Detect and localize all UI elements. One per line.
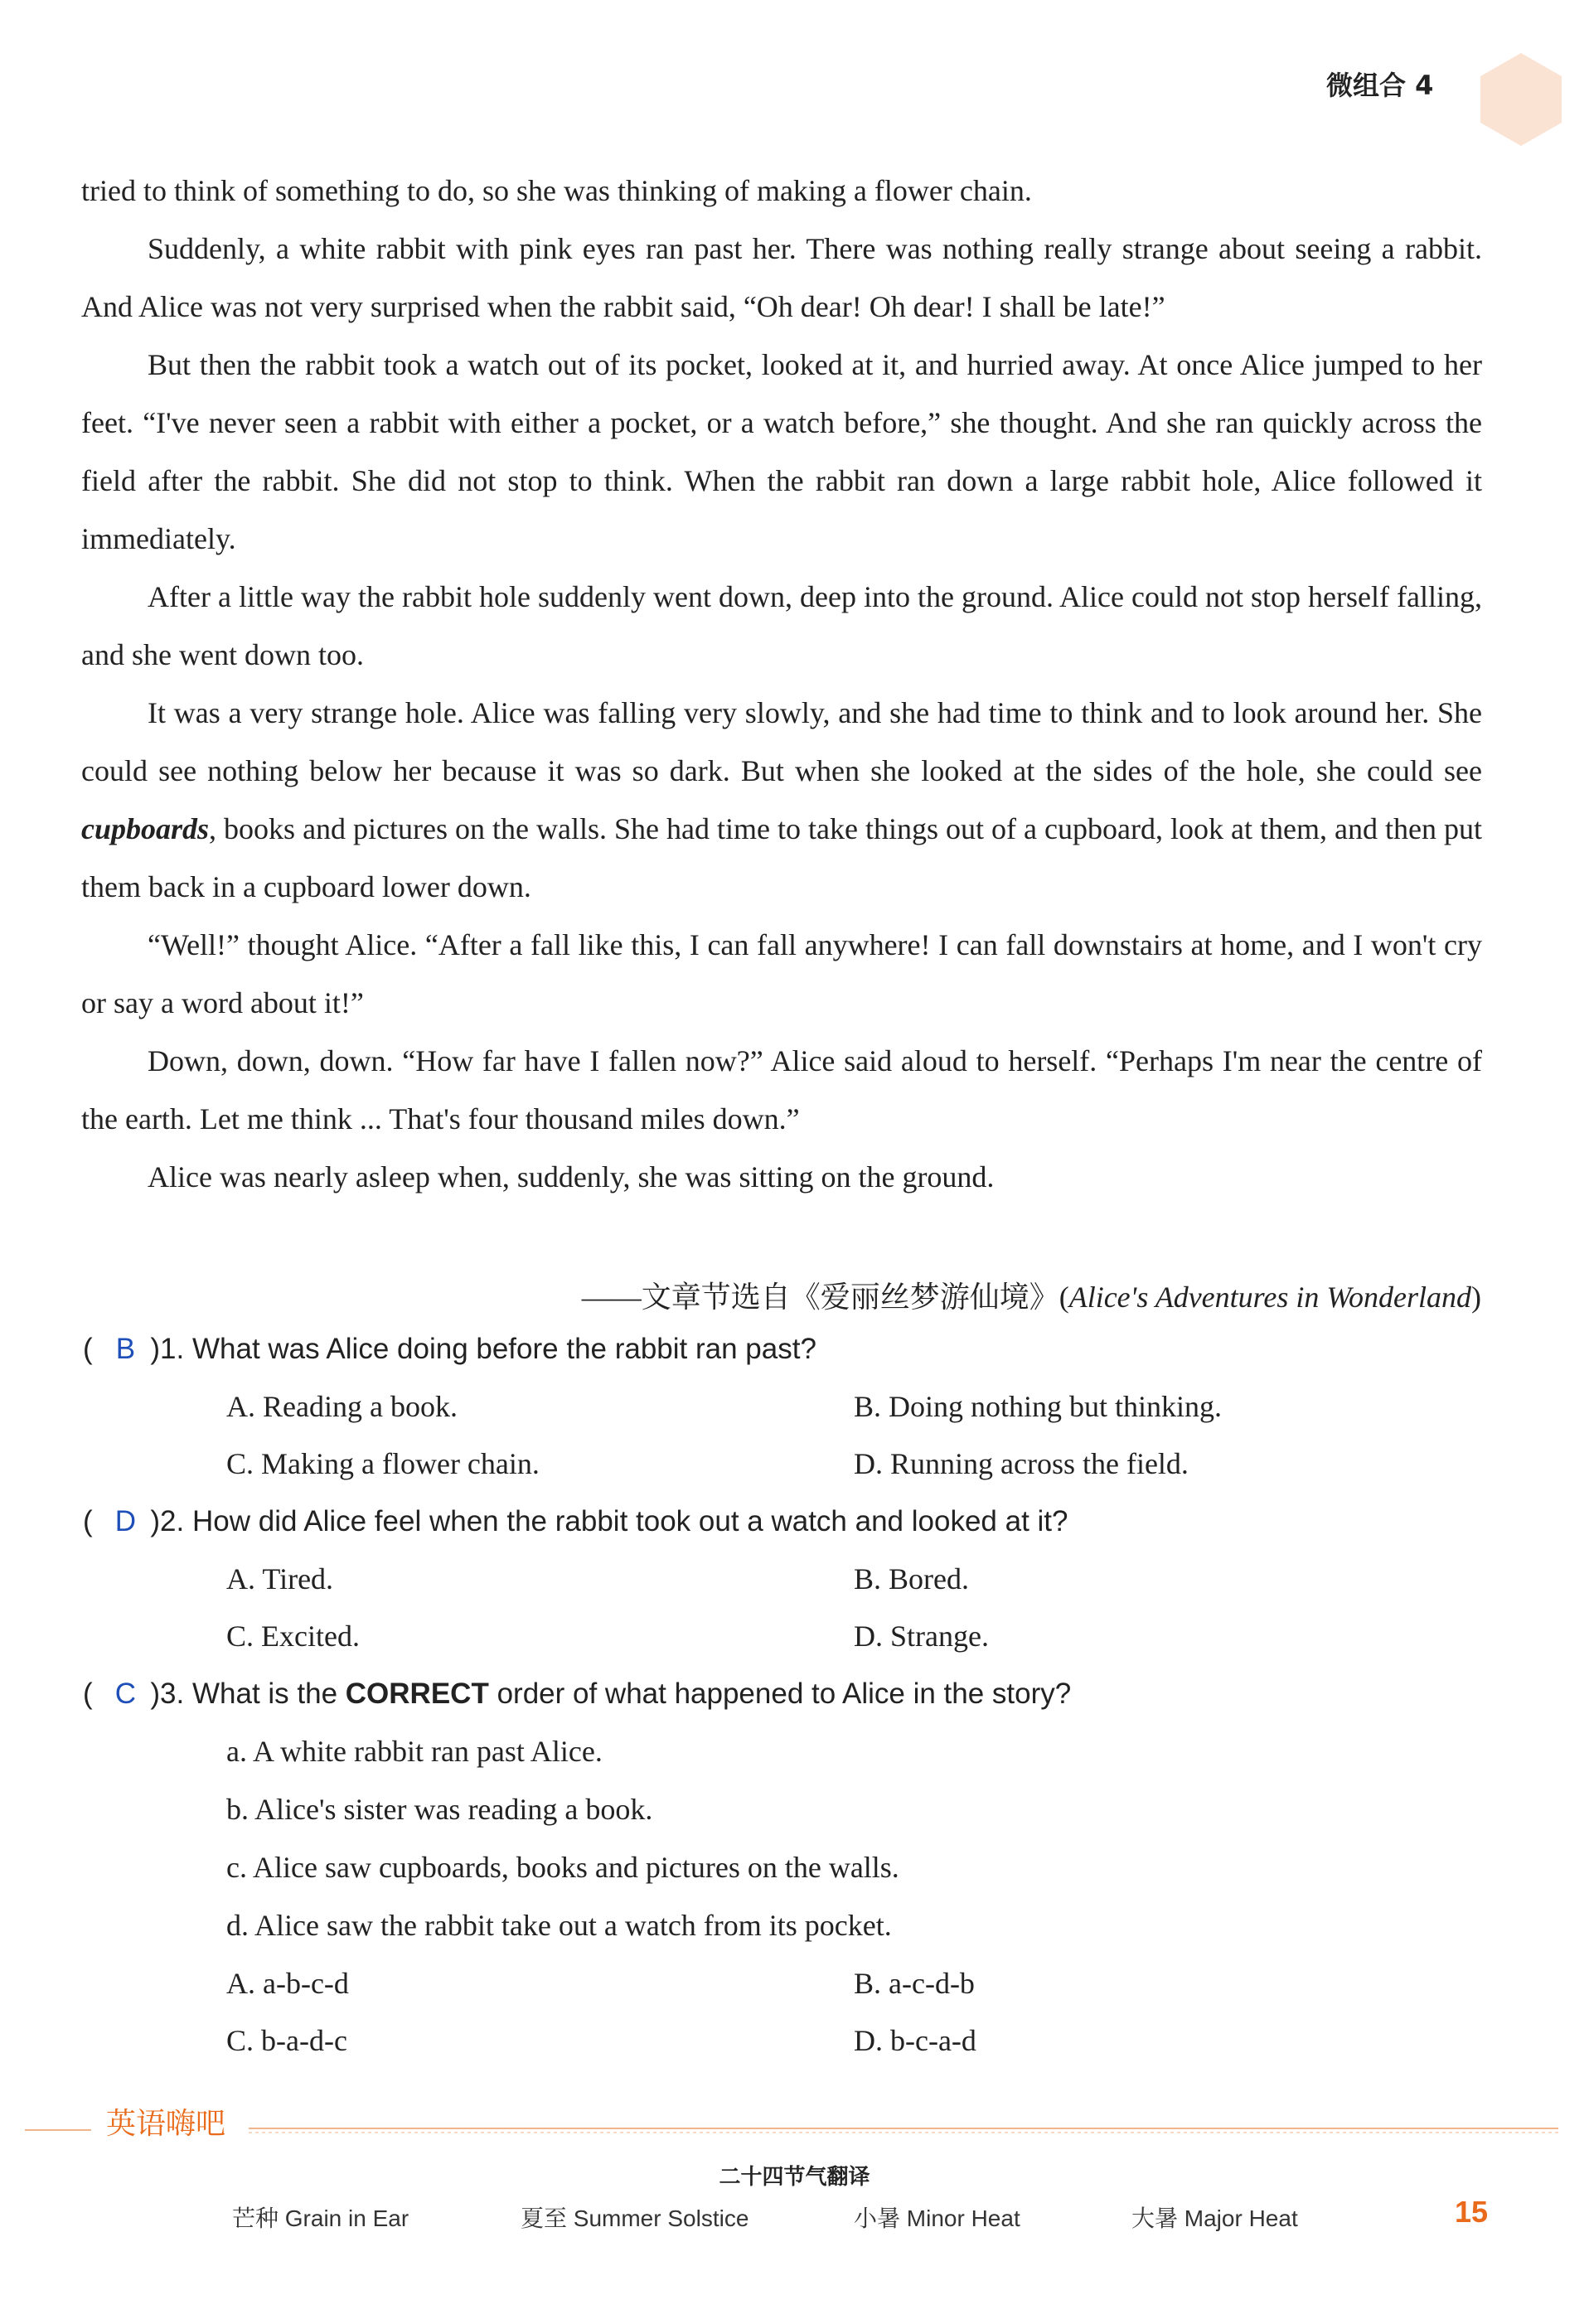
question-1: ( B )1. What was Alice doing before the rabbit ran past? bbox=[83, 1333, 816, 1365]
answer-mark: D bbox=[114, 1505, 137, 1537]
question-2: ( D )2. How did Alice feel when the rabbit took out a watch and looked at it? bbox=[83, 1505, 1068, 1537]
question-text: What is the bbox=[191, 1678, 346, 1710]
page-number: 15 bbox=[1455, 2195, 1489, 2229]
event-d: d. Alice saw the rabbit take out a watch from its pocket. bbox=[226, 1909, 892, 1942]
passage-source bbox=[582, 1268, 1481, 1326]
question-text: order of what happened to Alice in the story? bbox=[488, 1678, 1072, 1710]
answer-mark: B bbox=[115, 1333, 136, 1365]
option-c: C. Excited. bbox=[226, 1620, 360, 1653]
footer-title: 二十四节气翻译 bbox=[719, 2165, 870, 2190]
hexagon-decoration-icon bbox=[1475, 50, 1567, 149]
solar-term: 芒种 Grain in Ear bbox=[232, 2205, 409, 2231]
question-text: What was Alice doing before the rabbit ran past? bbox=[191, 1333, 816, 1365]
passage-paragraph bbox=[81, 684, 1482, 916]
reading-passage bbox=[81, 162, 1482, 1206]
question-3: ( C )3. What is the CORRECT order of what happened to Alice in the story? bbox=[83, 1678, 1072, 1710]
passage-paragraph: tried to think of something to do, so she was thinking of making a flower chain. bbox=[81, 174, 1032, 207]
solar-term: 夏至 Summer Solstice bbox=[521, 2205, 749, 2231]
option-c: C. Making a flower chain. bbox=[226, 1447, 540, 1480]
question-emphasis: CORRECT bbox=[345, 1678, 489, 1710]
solar-term: 小暑 Minor Heat bbox=[854, 2205, 1020, 2231]
passage-paragraph: Alice was nearly asleep when, suddenly, she was sitting on the ground. bbox=[148, 1160, 995, 1193]
option-d: D. Strange. bbox=[854, 1620, 989, 1653]
event-b: b. Alice's sister was reading a book. bbox=[226, 1793, 653, 1826]
passage-paragraph: After a little way the rabbit hole suddenly went down, deep into the ground. Alice could not stop herself falling, and she went down too. bbox=[81, 580, 1482, 671]
event-a: a. A white rabbit ran past Alice. bbox=[226, 1735, 603, 1768]
option-c: C. b-a-d-c bbox=[226, 2024, 347, 2057]
option-b: B. a-c-d-b bbox=[854, 1967, 975, 2000]
footer-label: 英语嗨吧 bbox=[106, 2107, 226, 2141]
passage-paragraph: But then the rabbit took a watch out of its pocket, looked at it, and hurried away. At once Alice jumped to her feet. “I've never seen a rabbit with either a pocket, or a watch before,” she thought. And she ran quickly across the field after the rabbit. She did not stop to think. When the rabbit ran down a large rabbit hole, Alice followed it immediately. bbox=[81, 348, 1482, 555]
answer-mark: C bbox=[114, 1678, 137, 1710]
option-d: D. b-c-a-d bbox=[854, 2024, 976, 2057]
passage-text: , books and pictures on the walls. She had time to take things out of a cupboard, look at them, and then put them back in a cupboard lower down. bbox=[81, 812, 1482, 903]
passage-paragraph: Suddenly, a white rabbit with pink eyes ran past her. There was nothing really strange about seeing a rabbit. And Alice was not very surprised when the rabbit said, “Oh dear! Oh dear! I shall be late!” bbox=[81, 232, 1482, 323]
source-title: Alice's Adventures in Wonderland bbox=[1068, 1281, 1471, 1314]
passage-text: It was a very strange hole. Alice was falling very slowly, and she had time to think and to look around her. She could see nothing below her because it was so dark. But when she looked at the sides of the hole, she could see bbox=[81, 696, 1482, 787]
question-number: 1. bbox=[160, 1333, 185, 1365]
option-a: A. a-b-c-d bbox=[226, 1967, 349, 2000]
option-d: D. Running across the field. bbox=[854, 1447, 1189, 1480]
highlighted-word: cupboards bbox=[81, 812, 210, 845]
option-a: A. Reading a book. bbox=[226, 1390, 458, 1423]
footer-divider bbox=[0, 2122, 1589, 2138]
question-number: 3. bbox=[160, 1678, 185, 1710]
question-text: How did Alice feel when the rabbit took out a watch and looked at it? bbox=[191, 1505, 1068, 1537]
event-c: c. Alice saw cupboards, books and pictures on the walls. bbox=[226, 1851, 899, 1884]
source-suffix: ) bbox=[1471, 1281, 1481, 1314]
solar-term: 大暑 Major Heat bbox=[1131, 2205, 1298, 2231]
option-b: B. Doing nothing but thinking. bbox=[854, 1390, 1223, 1423]
option-b: B. Bored. bbox=[854, 1562, 969, 1595]
passage-paragraph: “Well!” thought Alice. “After a fall like this, I can fall anywhere! I can fall downstairs at home, and I won't cry or say a word about it!” bbox=[81, 928, 1482, 1019]
source-prefix: ——文章节选自《爱丽丝梦游仙境》( bbox=[581, 1281, 1069, 1314]
section-title: 微组合 4 bbox=[1326, 70, 1434, 101]
passage-paragraph: Down, down, down. “How far have I fallen now?” Alice said aloud to herself. “Perhaps I'm near the centre of the earth. Let me think ... That's four thousand miles down.” bbox=[81, 1044, 1482, 1135]
question-number: 2. bbox=[160, 1505, 185, 1537]
option-a: A. Tired. bbox=[226, 1562, 334, 1595]
